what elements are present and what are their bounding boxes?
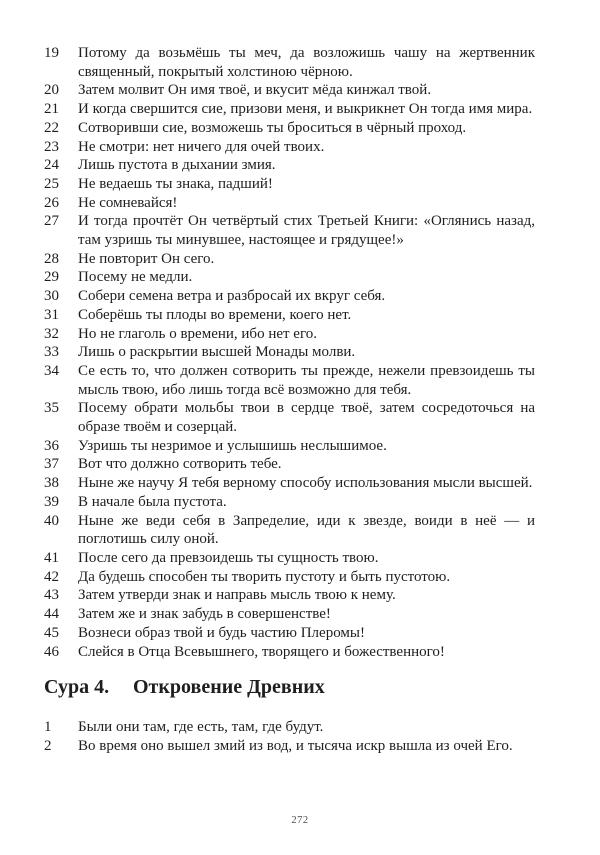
verse-row: [44, 362, 535, 399]
verse-text: Ныне же веди себя в Запределие, иди к звезде, воиди в неё — и поглотишь силу оной.: [78, 512, 535, 548]
verse-row: [44, 586, 535, 605]
verse-number: 30: [44, 288, 59, 305]
verse-list-sura-4: [44, 718, 535, 755]
verse-row: [44, 212, 535, 249]
verse-row: [44, 325, 535, 344]
verse-row: [44, 100, 535, 119]
verse-row: [44, 44, 535, 81]
verse-number: 24: [44, 157, 59, 174]
verse-row: [44, 624, 535, 643]
verse-row: [44, 643, 535, 662]
verse-text: И когда свершится сие, призови меня, и выкрикнет Он тогда имя мира.: [78, 101, 533, 118]
verse-number: 46: [44, 643, 59, 660]
verse-number: 42: [44, 568, 59, 585]
verse-text: Ныне же научу Я тебя верному способу использования мысли высшей.: [78, 475, 533, 492]
verse-text: Узришь ты незримое и услышишь неслышимое.: [78, 437, 387, 454]
verse-number: 2: [44, 737, 52, 754]
verse-number: 28: [44, 250, 59, 267]
verse-text: Посему обрати мольбы твои в сердце твоё, затем сосредоточься на образе твоём и созерцай.: [78, 400, 535, 436]
verse-row: [44, 605, 535, 624]
verse-row: [44, 175, 535, 194]
verse-text: Сотворивши сие, возможешь ты броситься в чёрный проход.: [78, 119, 467, 136]
verse-number: 43: [44, 587, 59, 604]
verse-number: 23: [44, 138, 59, 155]
sura-heading-title: Откровение Древних: [133, 676, 325, 699]
verse-text: В начале была пустота.: [78, 493, 227, 510]
sura-heading-number: Сура 4.: [44, 676, 110, 699]
verse-row: [44, 399, 535, 436]
verse-row: [44, 81, 535, 100]
verse-text: Потому да возьмёшь ты меч, да возложишь чашу на жертвенник священный, покрытый холстиною чёрною.: [78, 45, 535, 80]
verse-number: 45: [44, 624, 59, 641]
verse-number: 34: [44, 362, 59, 379]
verse-row: [44, 549, 535, 568]
verse-text: Не смотри: нет ничего для очей твоих.: [78, 138, 325, 155]
verse-row: [44, 512, 535, 549]
verse-number: 39: [44, 493, 59, 510]
verse-row: [44, 718, 535, 737]
page-number: 272: [291, 815, 309, 826]
verse-text: Во время оно вышел змий из вод, и тысяча искр вышла из очей Его.: [78, 737, 513, 754]
verse-row: [44, 737, 535, 756]
verse-number: 29: [44, 269, 59, 286]
verse-number: 41: [44, 549, 59, 566]
verse-number: 21: [44, 101, 59, 118]
verse-number: 19: [44, 45, 59, 61]
verse-text: Затем молвит Он имя твоё, и вкусит мёда кинжал твой.: [78, 82, 432, 99]
verse-number: 32: [44, 325, 59, 342]
verse-text: Не ведаешь ты знака, падший!: [78, 175, 273, 192]
verse-text: После сего да превзоидешь ты сущность твою.: [78, 549, 379, 566]
verse-row: [44, 343, 535, 362]
verse-number: 27: [44, 213, 59, 230]
verse-number: 40: [44, 512, 59, 529]
verse-row: [44, 250, 535, 269]
verse-number: 38: [44, 475, 59, 492]
verse-row: [44, 474, 535, 493]
verse-number: 20: [44, 82, 59, 99]
verse-number: 36: [44, 437, 59, 454]
verse-text: Посему не медли.: [78, 269, 193, 286]
verse-text: Не сомневайся!: [78, 194, 178, 211]
verse-number: 22: [44, 119, 59, 136]
verse-text: Се есть то, что должен сотворить ты прежде, нежели превзоидешь ты мысль твою, ибо лишь тогда всё возможно для тебя.: [78, 362, 535, 398]
verse-number: 26: [44, 194, 59, 211]
verse-text: Не повторит Он сего.: [78, 250, 215, 267]
verse-text: Затем же и знак забудь в совершенстве!: [78, 606, 331, 623]
verse-text: Соберёшь ты плоды во времени, коего нет.: [78, 306, 352, 323]
verse-number: 31: [44, 306, 59, 323]
verse-text: Слейся в Отца Всевышнего, творящего и божественного!: [78, 643, 445, 660]
verse-number: 33: [44, 344, 59, 361]
verse-list-previous-sura: [44, 44, 535, 661]
verse-row: [44, 156, 535, 175]
verse-text: Лишь о раскрытии высшей Монады молви.: [78, 344, 356, 361]
verse-text: Вознеси образ твой и будь частию Плеромы!: [78, 624, 365, 641]
verse-row: [44, 493, 535, 512]
verse-number: 44: [44, 606, 59, 623]
verse-text: И тогда прочтёт Он четвёртый стих Третьей Книги: «Оглянись назад, там узришь ты минувшее, настоящее и грядущее!»: [78, 213, 535, 249]
verse-text: Затем утверди знак и направь мысль твою к нему.: [78, 587, 396, 604]
verse-row: [44, 138, 535, 157]
verse-text: Но не глаголь о времени, ибо нет его.: [78, 325, 317, 342]
verse-row: [44, 437, 535, 456]
verse-number: 35: [44, 400, 59, 417]
verse-text: Да будешь способен ты творить пустоту и быть пустотою.: [78, 568, 451, 585]
verse-number: 25: [44, 175, 59, 192]
verse-row: [44, 568, 535, 587]
verse-text: Были они там, где есть, там, где будут.: [78, 719, 324, 736]
sura-heading: [44, 675, 535, 699]
verse-text: Лишь пустота в дыхании змия.: [78, 157, 276, 174]
verse-row: [44, 194, 535, 213]
verse-text: Вот что должно сотворить тебе.: [78, 456, 282, 473]
verse-number: 1: [44, 719, 52, 736]
verse-text: Собери семена ветра и разбросай их вкруг себя.: [78, 288, 386, 305]
verse-row: [44, 119, 535, 138]
verse-row: [44, 268, 535, 287]
verse-row: [44, 455, 535, 474]
verse-row: [44, 306, 535, 325]
page-content: [44, 44, 535, 756]
verse-row: [44, 287, 535, 306]
verse-number: 37: [44, 456, 59, 473]
